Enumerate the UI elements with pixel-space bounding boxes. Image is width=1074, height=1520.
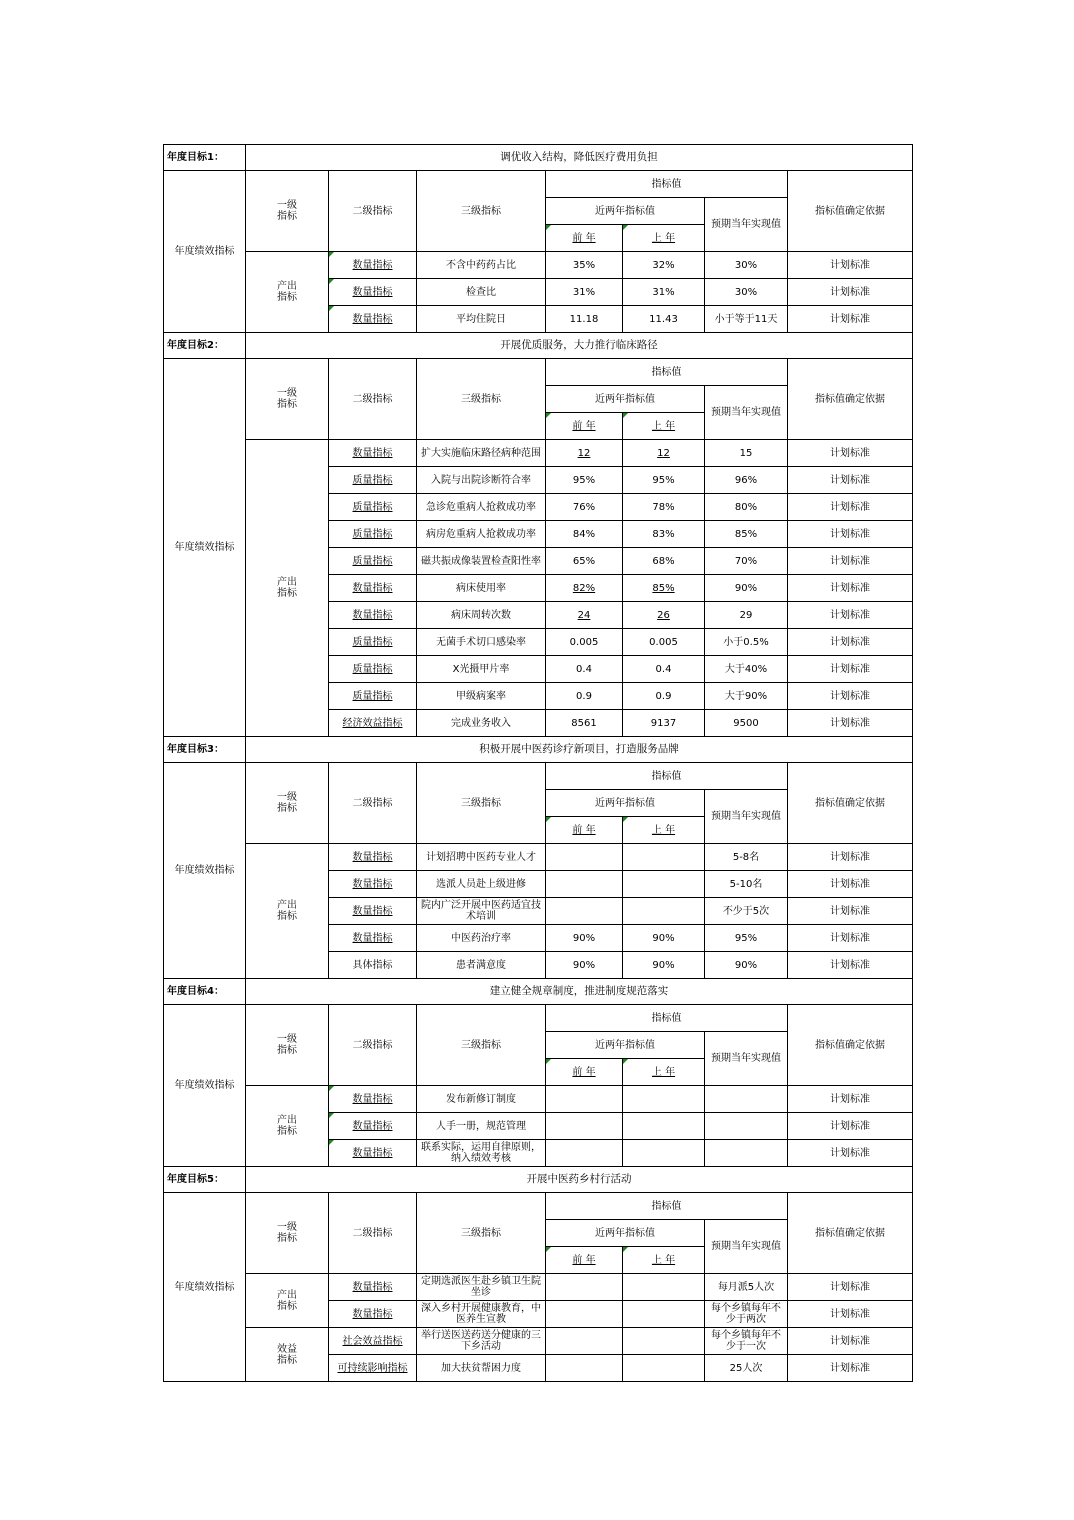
level3-cell: 患者满意度 (417, 952, 546, 979)
level2-cell: 数量指标 (329, 925, 417, 952)
expect-cell: 9500 (705, 710, 788, 737)
table-row (164, 1086, 913, 1113)
basis-cell: 计划标准 (788, 306, 913, 333)
last-year-cell: 11.43 (623, 306, 705, 333)
level1-header (246, 1193, 329, 1274)
last-year-cell: 32% (623, 252, 705, 279)
goal-label: 年度目标5： (164, 1167, 246, 1193)
last-year-cell: 83% (623, 521, 705, 548)
expect-cell: 每月派5人次 (705, 1274, 788, 1301)
table-row (164, 1274, 913, 1301)
expect-cell: 5-10名 (705, 871, 788, 898)
level2-cell: 社会效益指标 (329, 1328, 417, 1355)
expect-cell: 30% (705, 252, 788, 279)
last-year-cell (623, 1301, 705, 1328)
basis-cell: 计划标准 (788, 1113, 913, 1140)
level2-header: 二级指标 (329, 763, 417, 844)
expect-cell: 95% (705, 925, 788, 952)
last-year-header: 上 年 (623, 817, 705, 844)
level2-cell: 质量指标 (329, 494, 417, 521)
level1-group-text: 产出 指标 (277, 1289, 297, 1312)
prev-year-cell (546, 1113, 623, 1140)
expect-cell: 每个乡镇每年不少于一次 (705, 1328, 788, 1355)
level3-cell: 病床使用率 (417, 575, 546, 602)
basis-header: 指标值确定依据 (788, 1005, 913, 1086)
perf-indicator-label: 年度绩效指标 (164, 1005, 246, 1167)
level1-group (246, 1328, 329, 1382)
level3-cell: 不含中药药占比 (417, 252, 546, 279)
level2-header: 二级指标 (329, 1193, 417, 1274)
level3-cell: 深入乡村开展健康教育，中医养生宣教 (417, 1301, 546, 1328)
level2-cell: 数量指标 (329, 252, 417, 279)
expect-header: 预期当年实现值 (705, 790, 788, 844)
recent-header: 近两年指标值 (546, 1220, 705, 1247)
last-year-cell: 9137 (623, 710, 705, 737)
level2-cell: 质量指标 (329, 548, 417, 575)
last-year-cell: 85% (623, 575, 705, 602)
last-year-cell (623, 1140, 705, 1167)
basis-header: 指标值确定依据 (788, 171, 913, 252)
goal-text: 开展中医药乡村行活动 (246, 1167, 913, 1193)
last-year-cell (623, 1355, 705, 1382)
level1-header-text: 一级 指标 (277, 1222, 297, 1244)
basis-cell: 计划标准 (788, 494, 913, 521)
prev-year-cell: 82% (546, 575, 623, 602)
last-year-cell (623, 1113, 705, 1140)
expect-cell: 大于40% (705, 656, 788, 683)
basis-cell: 计划标准 (788, 925, 913, 952)
value-header: 指标值 (546, 359, 788, 386)
level1-header (246, 359, 329, 440)
basis-cell: 计划标准 (788, 1274, 913, 1301)
level2-cell: 数量指标 (329, 306, 417, 333)
prev-year-header: 前 年 (546, 225, 623, 252)
basis-cell: 计划标准 (788, 575, 913, 602)
table-row (164, 1328, 913, 1355)
level2-cell: 质量指标 (329, 656, 417, 683)
last-year-header: 上 年 (623, 1059, 705, 1086)
last-year-cell (623, 898, 705, 925)
level3-cell: 计划招聘中医药专业人才 (417, 844, 546, 871)
value-header: 指标值 (546, 1005, 788, 1032)
expect-cell: 96% (705, 467, 788, 494)
last-year-header: 上 年 (623, 225, 705, 252)
last-year-cell (623, 1274, 705, 1301)
level3-cell: 扩大实施临床路径病种范围 (417, 440, 546, 467)
goal-label: 年度目标4： (164, 979, 246, 1005)
last-year-cell (623, 844, 705, 871)
goal-label: 年度目标1： (164, 145, 246, 171)
goal-text: 调优收入结构，降低医疗费用负担 (246, 145, 913, 171)
performance-table (163, 144, 913, 1382)
level3-header: 三级指标 (417, 1005, 546, 1086)
perf-indicator-label: 年度绩效指标 (164, 763, 246, 979)
level1-group (246, 252, 329, 333)
prev-year-cell: 31% (546, 279, 623, 306)
basis-cell: 计划标准 (788, 1086, 913, 1113)
level1-header-text: 一级 指标 (277, 792, 297, 814)
level2-cell: 质量指标 (329, 683, 417, 710)
basis-cell: 计划标准 (788, 898, 913, 925)
prev-year-cell: 90% (546, 952, 623, 979)
expect-cell: 小于0.5% (705, 629, 788, 656)
expect-header: 预期当年实现值 (705, 386, 788, 440)
level3-header: 三级指标 (417, 763, 546, 844)
level2-header: 二级指标 (329, 359, 417, 440)
level1-group-text: 产出 指标 (277, 281, 297, 303)
last-year-cell (623, 871, 705, 898)
level3-cell: 平均住院日 (417, 306, 546, 333)
prev-year-cell (546, 844, 623, 871)
table-row (164, 440, 913, 467)
level3-cell: 加大扶贫帮困力度 (417, 1355, 546, 1382)
level1-header-text: 一级 指标 (277, 1034, 297, 1056)
prev-year-cell: 0.4 (546, 656, 623, 683)
last-year-cell (623, 1328, 705, 1355)
goal-row (164, 979, 913, 1005)
level3-header: 三级指标 (417, 1193, 546, 1274)
expect-cell: 30% (705, 279, 788, 306)
expect-cell: 15 (705, 440, 788, 467)
prev-year-cell: 8561 (546, 710, 623, 737)
prev-year-cell: 90% (546, 925, 623, 952)
prev-year-cell (546, 871, 623, 898)
prev-year-header: 前 年 (546, 817, 623, 844)
prev-year-cell (546, 1355, 623, 1382)
perf-indicator-label: 年度绩效指标 (164, 171, 246, 333)
prev-year-cell (546, 1328, 623, 1355)
prev-year-cell: 11.18 (546, 306, 623, 333)
recent-header: 近两年指标值 (546, 790, 705, 817)
level2-header: 二级指标 (329, 1005, 417, 1086)
expect-cell: 85% (705, 521, 788, 548)
basis-cell: 计划标准 (788, 656, 913, 683)
basis-cell: 计划标准 (788, 521, 913, 548)
level3-cell: 定期选派医生赴乡镇卫生院坐诊 (417, 1274, 546, 1301)
basis-header: 指标值确定依据 (788, 1193, 913, 1274)
level1-group (246, 1274, 329, 1328)
basis-cell: 计划标准 (788, 629, 913, 656)
level2-cell: 经济效益指标 (329, 710, 417, 737)
prev-year-cell: 24 (546, 602, 623, 629)
table-row (164, 252, 913, 279)
value-header: 指标值 (546, 1193, 788, 1220)
prev-year-cell: 76% (546, 494, 623, 521)
goal-row (164, 333, 913, 359)
recent-header: 近两年指标值 (546, 198, 705, 225)
expect-header: 预期当年实现值 (705, 198, 788, 252)
level1-group-text: 产出 指标 (277, 1115, 297, 1137)
expect-cell: 90% (705, 952, 788, 979)
expect-cell (705, 1086, 788, 1113)
expect-cell: 25人次 (705, 1355, 788, 1382)
perf-indicator-label: 年度绩效指标 (164, 1193, 246, 1382)
last-year-cell: 0.9 (623, 683, 705, 710)
last-year-cell: 0.005 (623, 629, 705, 656)
level2-cell: 数量指标 (329, 1301, 417, 1328)
prev-year-cell: 0.005 (546, 629, 623, 656)
level3-cell: 甲级病案率 (417, 683, 546, 710)
level2-cell: 具体指标 (329, 952, 417, 979)
level2-cell: 数量指标 (329, 1140, 417, 1167)
basis-header: 指标值确定依据 (788, 763, 913, 844)
last-year-header: 上 年 (623, 413, 705, 440)
basis-cell: 计划标准 (788, 252, 913, 279)
goal-row (164, 1167, 913, 1193)
expect-cell: 小于等于11天 (705, 306, 788, 333)
expect-cell: 大于90% (705, 683, 788, 710)
expect-cell: 每个乡镇每年不少于两次 (705, 1301, 788, 1328)
level1-group (246, 1086, 329, 1167)
prev-year-cell: 95% (546, 467, 623, 494)
expect-cell: 不少于5次 (705, 898, 788, 925)
expect-header: 预期当年实现值 (705, 1032, 788, 1086)
basis-cell: 计划标准 (788, 1328, 913, 1355)
prev-year-cell: 65% (546, 548, 623, 575)
prev-year-cell: 84% (546, 521, 623, 548)
prev-year-cell (546, 1140, 623, 1167)
expect-header: 预期当年实现值 (705, 1220, 788, 1274)
basis-cell: 计划标准 (788, 279, 913, 306)
basis-cell: 计划标准 (788, 1355, 913, 1382)
last-year-header: 上 年 (623, 1247, 705, 1274)
level2-cell: 可持续影响指标 (329, 1355, 417, 1382)
prev-year-cell (546, 898, 623, 925)
goal-text: 开展优质服务，大力推行临床路径 (246, 333, 913, 359)
level2-cell: 数量指标 (329, 602, 417, 629)
level3-cell: 完成业务收入 (417, 710, 546, 737)
basis-cell: 计划标准 (788, 871, 913, 898)
level1-group-text: 产出 指标 (277, 900, 297, 922)
table-row (164, 844, 913, 871)
prev-year-header: 前 年 (546, 1247, 623, 1274)
last-year-cell: 12 (623, 440, 705, 467)
level3-cell: 病床周转次数 (417, 602, 546, 629)
level2-cell: 数量指标 (329, 1086, 417, 1113)
expect-cell: 90% (705, 575, 788, 602)
prev-year-cell: 35% (546, 252, 623, 279)
last-year-cell: 31% (623, 279, 705, 306)
level3-cell: 急诊危重病人抢救成功率 (417, 494, 546, 521)
last-year-cell: 68% (623, 548, 705, 575)
level3-cell: 人手一册，规范管理 (417, 1113, 546, 1140)
perf-indicator-label: 年度绩效指标 (164, 359, 246, 737)
expect-cell: 29 (705, 602, 788, 629)
goal-label: 年度目标2： (164, 333, 246, 359)
level3-cell: 入院与出院诊断符合率 (417, 467, 546, 494)
last-year-cell: 26 (623, 602, 705, 629)
level3-header: 三级指标 (417, 359, 546, 440)
prev-year-cell (546, 1086, 623, 1113)
basis-cell: 计划标准 (788, 952, 913, 979)
prev-year-header: 前 年 (546, 1059, 623, 1086)
level2-cell: 数量指标 (329, 1113, 417, 1140)
basis-cell: 计划标准 (788, 1301, 913, 1328)
basis-cell: 计划标准 (788, 710, 913, 737)
basis-cell: 计划标准 (788, 440, 913, 467)
basis-cell: 计划标准 (788, 844, 913, 871)
recent-header: 近两年指标值 (546, 1032, 705, 1059)
goal-text: 积极开展中医药诊疗新项目，打造服务品牌 (246, 737, 913, 763)
last-year-cell: 95% (623, 467, 705, 494)
value-header: 指标值 (546, 171, 788, 198)
goal-row (164, 737, 913, 763)
level1-group (246, 440, 329, 737)
level2-cell: 数量指标 (329, 844, 417, 871)
prev-year-cell: 0.9 (546, 683, 623, 710)
level1-header (246, 1005, 329, 1086)
level3-cell: 联系实际，运用自律原则，纳入绩效考核 (417, 1140, 546, 1167)
expect-cell (705, 1140, 788, 1167)
level3-cell: 选派人员赴上级进修 (417, 871, 546, 898)
last-year-cell: 0.4 (623, 656, 705, 683)
level2-cell: 质量指标 (329, 521, 417, 548)
prev-year-cell (546, 1274, 623, 1301)
level2-cell: 数量指标 (329, 871, 417, 898)
level3-cell: 无菌手术切口感染率 (417, 629, 546, 656)
level2-cell: 数量指标 (329, 440, 417, 467)
basis-cell: 计划标准 (788, 602, 913, 629)
level1-header (246, 171, 329, 252)
level2-cell: 数量指标 (329, 575, 417, 602)
basis-cell: 计划标准 (788, 1140, 913, 1167)
goal-label: 年度目标3： (164, 737, 246, 763)
expect-cell: 80% (705, 494, 788, 521)
level3-header: 三级指标 (417, 171, 546, 252)
recent-header: 近两年指标值 (546, 386, 705, 413)
level3-cell: 病房危重病人抢救成功率 (417, 521, 546, 548)
level3-cell: 磁共振成像装置检查阳性率 (417, 548, 546, 575)
value-header: 指标值 (546, 763, 788, 790)
expect-cell (705, 1113, 788, 1140)
last-year-cell (623, 1086, 705, 1113)
level1-header (246, 763, 329, 844)
level2-cell: 质量指标 (329, 629, 417, 656)
level2-cell: 数量指标 (329, 279, 417, 306)
basis-cell: 计划标准 (788, 683, 913, 710)
level3-cell: 中医药治疗率 (417, 925, 546, 952)
level1-header-text: 一级 指标 (277, 200, 297, 222)
goal-text: 建立健全规章制度，推进制度规范落实 (246, 979, 913, 1005)
level2-header: 二级指标 (329, 171, 417, 252)
last-year-cell: 90% (623, 925, 705, 952)
prev-year-cell (546, 1301, 623, 1328)
last-year-cell: 90% (623, 952, 705, 979)
performance-sheet (163, 144, 912, 1382)
expect-cell: 5-8名 (705, 844, 788, 871)
expect-cell: 70% (705, 548, 788, 575)
level1-group-text: 产出 指标 (277, 577, 297, 599)
level3-cell: 举行送医送药送分健康的三下乡活动 (417, 1328, 546, 1355)
prev-year-header: 前 年 (546, 413, 623, 440)
level2-cell: 数量指标 (329, 1274, 417, 1301)
level3-cell: 检查比 (417, 279, 546, 306)
prev-year-cell: 12 (546, 440, 623, 467)
level2-cell: 质量指标 (329, 467, 417, 494)
level2-cell: 数量指标 (329, 898, 417, 925)
level1-header-text: 一级 指标 (277, 388, 297, 410)
basis-cell: 计划标准 (788, 467, 913, 494)
level1-group (246, 844, 329, 979)
basis-header: 指标值确定依据 (788, 359, 913, 440)
last-year-cell: 78% (623, 494, 705, 521)
level1-group-text: 效益 指标 (277, 1343, 297, 1366)
level3-cell: X光摄甲片率 (417, 656, 546, 683)
basis-cell: 计划标准 (788, 548, 913, 575)
level3-cell: 院内广泛开展中医药适宜技术培训 (417, 898, 546, 925)
goal-row (164, 145, 913, 171)
level3-cell: 发布新修订制度 (417, 1086, 546, 1113)
